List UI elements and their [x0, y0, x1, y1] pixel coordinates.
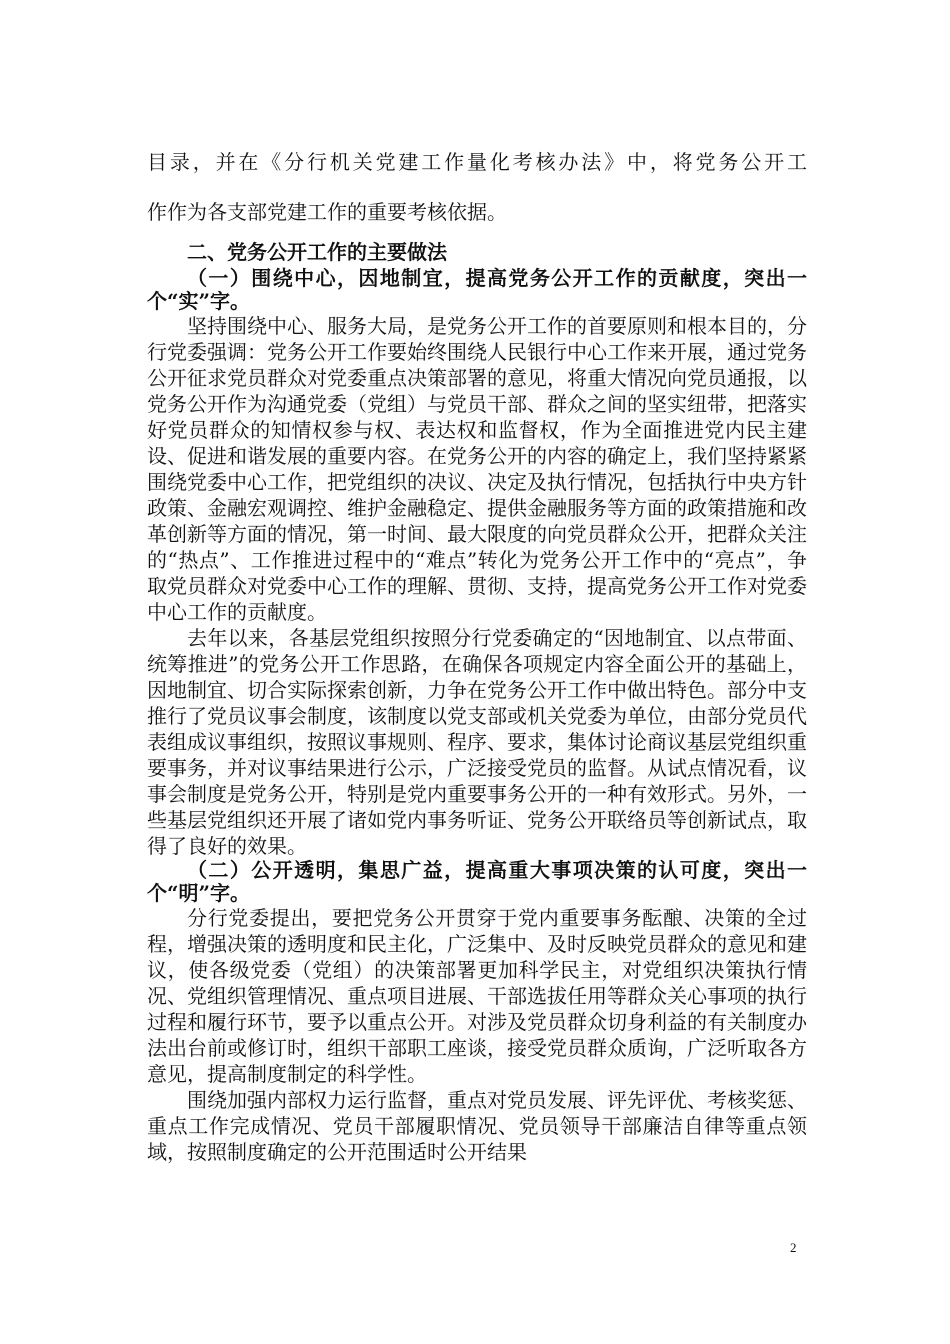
subheading-1: （一）围绕中心，因地制宜，提高党务公开工作的贡献度，突出一个“实”字。 — [147, 266, 807, 313]
intro-line-2: 作作为各支部党建工作的重要考核依据。 — [147, 200, 507, 224]
intro-line-1: 目录，并在《分行机关党建工作量化考核办法》中，将党务公开工 — [147, 150, 807, 174]
section-heading: 二、党务公开工作的主要做法 — [187, 240, 447, 264]
paragraph-2: 去年以来，各基层党组织按照分行党委确定的“因地制宜、以点带面、统筹推进”的党务公开工作思路，在确保各项规定内容全面公开的基础上，因地制宜、切合实际探索创新，力争在党务公开工作中做出特色。部分中支推行了党员议事会制度，该制度以党支部或机关党委为单位，由部分党员代表组成议事组织，按照议事规则、程序、要求，集体讨论商议基层党组织重要事务，并对议事结果进行公示，广泛接受党员的监督。从试点情况看，议事会制度是党务公开，特别是党内重要事务公开的一种有效形式。另外，一些基层党组织还开展了诸如党内事务听证、党务公开联络员等创新试点，取得了良好的效果。 — [147, 626, 807, 858]
document-body — [147, 137, 807, 1165]
paragraph-1: 坚持围绕中心、服务大局，是党务公开工作的首要原则和根本目的，分行党委强调：党务公开工作要始终围绕人民银行中心工作来开展，通过党务公开征求党员群众对党委重点决策部署的意见，将重大情况向党员通报，以党务公开作为沟通党委（党组）与党员干部、群众之间的坚实纽带，把落实好党员群众的知情权参与权、表达权和监督权，作为全面推进党内民主建设、促进和谐发展的重要内容。在党务公开的内容的确定上，我们坚持紧紧围绕党委中心工作，把党组织的决议、决定及执行情况，包括执行中央方针政策、金融宏观调控、维护金融稳定、提供金融服务等方面的政策措施和改革创新等方面的情况，第一时间、最大限度的向党员群众公开，把群众关注的“热点”、工作推进过程中的“难点”转化为党务公开工作中的“亮点”，争取党员群众对党委中心工作的理解、贯彻、支持，提高党务公开工作对党委中心工作的贡献度。 — [147, 314, 807, 624]
subheading-2: （二）公开透明，集思广益，提高重大事项决策的认可度，突出一个“明”字。 — [147, 858, 807, 905]
paragraph-4: 围绕加强内部权力运行监督，重点对党员发展、评先评优、考核奖惩、重点工作完成情况、党员干部履职情况、党员领导干部廉洁自律等重点领域，按照制度确定的公开范围适时公开结果 — [147, 1088, 807, 1164]
paragraph-3: 分行党委提出，要把党务公开贯穿于党内重要事务酝酿、决策的全过程，增强决策的透明度和民主化，广泛集中、及时反映党员群众的意见和建议，使各级党委（党组）的决策部署更加科学民主，对党组织决策执行情况、党组织管理情况、重点项目进展、干部选拔任用等群众关心事项的执行过程和履行环节，要予以重点公开。对涉及党员群众切身利益的有关制度办法出台前或修订时，组织干部职工座谈，接受党员群众质询，广泛听取各方意见，提高制度制定的科学性。 — [147, 906, 807, 1086]
page-number: 2 — [790, 1240, 797, 1255]
